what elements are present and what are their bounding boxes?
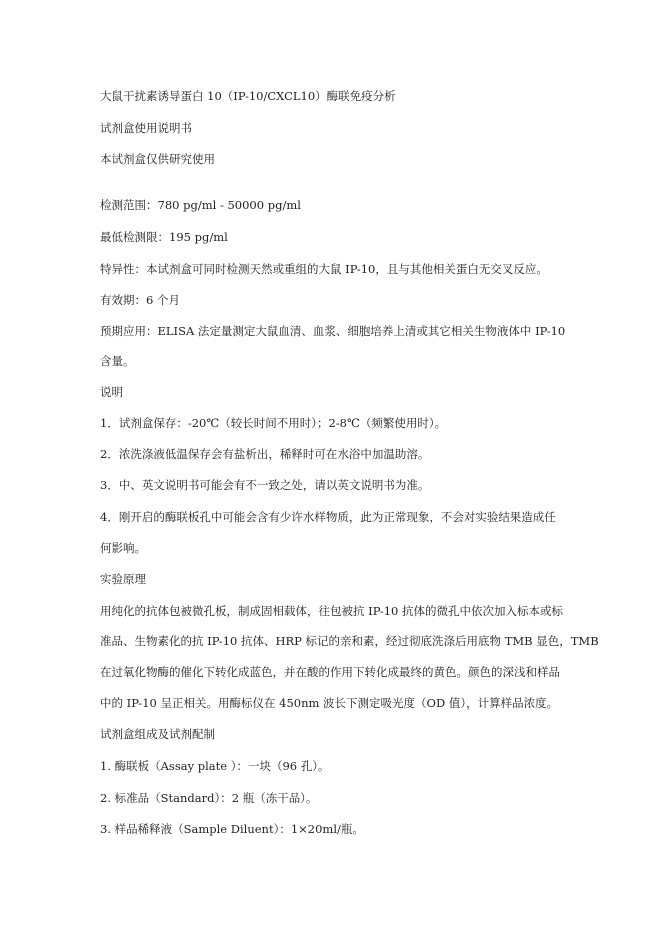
validity-period: 有效期：6 个月 bbox=[100, 293, 180, 307]
component-item-2: 2. 标准品（Standard）：2 瓶（冻干品）。 bbox=[100, 791, 318, 805]
detection-range: 检测范围：780 pg/ml - 50000 pg/ml bbox=[100, 198, 301, 212]
component-item-1: 1. 酶联板（Assay plate ）：一块（96 孔）。 bbox=[100, 759, 330, 773]
principle-heading: 实验原理 bbox=[100, 572, 146, 586]
research-use-note: 本试剂盒仅供研究使用 bbox=[100, 152, 215, 166]
principle-line-2: 准品、生物素化的抗 IP-10 抗体、HRP 标记的亲和素，经过彻底洗涤后用底物 TMB 显色，TMB bbox=[100, 634, 599, 648]
component-item-3: 3. 样品稀释液（Sample Diluent）：1×20ml/瓶。 bbox=[100, 822, 364, 836]
instruction-item-2: 2．浓洗涤液低温保存会有盐析出，稀释时可在水浴中加温助溶。 bbox=[100, 447, 430, 461]
principle-line-4: 中的 IP-10 呈正相关。用酶标仪在 450nm 波长下测定吸光度（OD 值），计算样品浓度。 bbox=[100, 696, 559, 710]
specificity: 特异性：本试剂盒可同时检测天然或重组的大鼠 IP-10，且与其他相关蛋白无交叉反应。 bbox=[100, 262, 548, 276]
document-subtitle: 试剂盒使用说明书 bbox=[100, 121, 192, 135]
document-title: 大鼠干扰素诱导蛋白 10（IP-10/CXCL10）酶联免疫分析 bbox=[100, 89, 396, 103]
principle-line-1: 用纯化的抗体包被微孔板，制成固相载体，往包被抗 IP-10 抗体的微孔中依次加入标本或标 bbox=[100, 604, 563, 618]
intended-use-line-1: 预期应用：ELISA 法定量测定大鼠血清、血浆、细胞培养上清或其它相关生物液体中 IP-10 bbox=[100, 324, 566, 338]
intended-use-line-2: 含量。 bbox=[100, 354, 135, 368]
instruction-item-4-line-2: 何影响。 bbox=[100, 541, 146, 555]
min-detection-limit: 最低检测限：195 pg/ml bbox=[100, 230, 228, 244]
instruction-item-1: 1．试剂盒保存：-20℃（较长时间不用时）；2-8℃（频繁使用时）。 bbox=[100, 416, 447, 430]
instruction-item-3: 3．中、英文说明书可能会有不一致之处，请以英文说明书为准。 bbox=[100, 478, 430, 492]
instruction-item-4-line-1: 4．刚开启的酶联板孔中可能会含有少许水样物质，此为正常现象，不会对实验结果造成任 bbox=[100, 510, 556, 524]
instructions-heading: 说明 bbox=[100, 385, 123, 399]
components-heading: 试剂盒组成及试剂配制 bbox=[100, 727, 215, 741]
principle-line-3: 在过氧化物酶的催化下转化成蓝色，并在酸的作用下转化成最终的黄色。颜色的深浅和样品 bbox=[100, 665, 560, 679]
